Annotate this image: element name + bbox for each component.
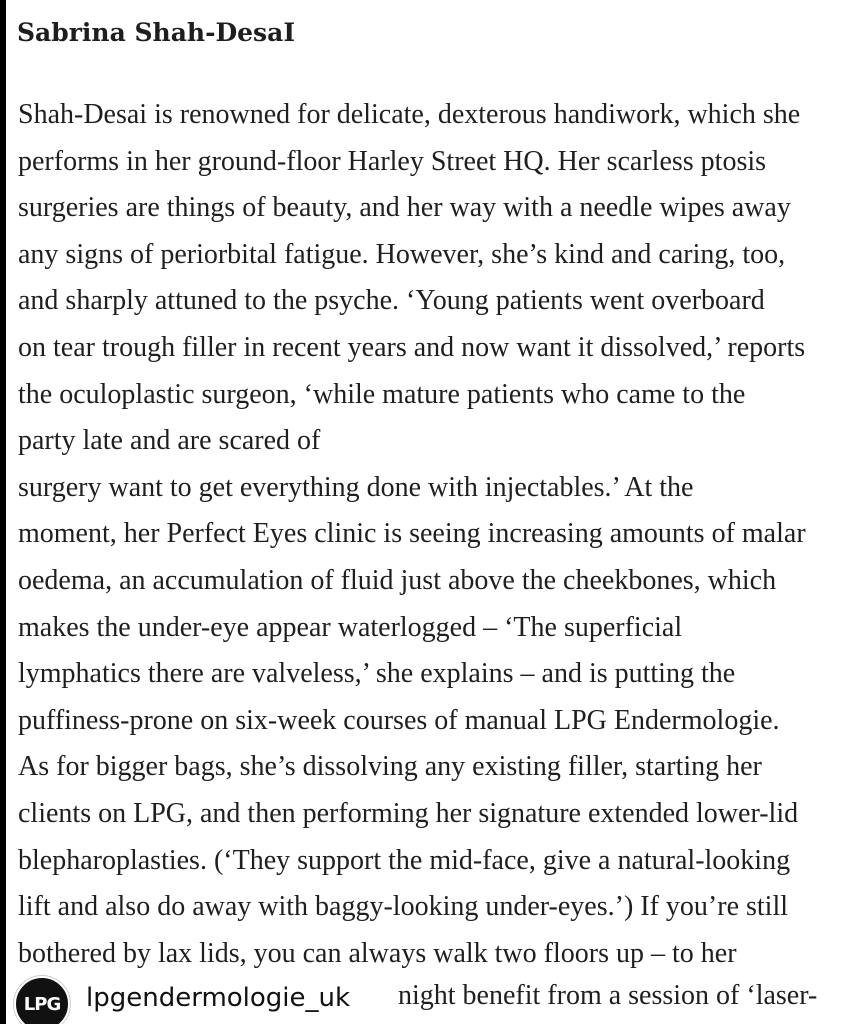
- body-line: oedema, an accumulation of fluid just above the cheekbones, which: [18, 564, 777, 596]
- body-line: blepharoplasties. (‘They support the mid-face, give a natural-looking: [18, 844, 791, 876]
- body-line: and sharply attuned to the psyche. ‘Young patients went overboard: [18, 285, 765, 317]
- body-line: performs in her ground-floor Harley Street HQ. Her scarless ptosis: [18, 145, 767, 177]
- body-line-partial: night benefit from a session of ‘laser-: [398, 980, 818, 1011]
- body-line: on tear trough filler in recent years and now want it dissolved,’ reports: [18, 331, 806, 363]
- article-body: [18, 92, 840, 977]
- body-line: lymphatics there are valveless,’ she explains – and is putting the: [18, 658, 736, 690]
- lpg-logo-avatar[interactable]: LPG: [14, 976, 70, 1024]
- body-line: party late and are scared of: [18, 425, 321, 457]
- document-page: [6, 0, 842, 1024]
- body-line: clients on LPG, and then performing her signature extended lower-lid: [18, 797, 799, 829]
- body-line: puffiness-prone on six-week courses of manual LPG Endermologie.: [18, 704, 780, 736]
- body-line: surgery want to get everything done with injectables.’ At the: [18, 471, 694, 503]
- body-line: bothered by lax lids, you can always walk two floors up – to her: [18, 937, 737, 969]
- body-line: Shah-Desai is renowned for delicate, dexterous handiwork, which she: [18, 99, 801, 130]
- body-line: any signs of periorbital fatigue. However, she’s kind and caring, too,: [18, 238, 786, 270]
- body-line: makes the under-eye appear waterlogged – ‘The superficial: [18, 611, 683, 643]
- body-line: the oculoplastic surgeon, ‘while mature patients who came to the: [18, 378, 746, 410]
- body-line: As for bigger bags, she’s dissolving any existing filler, starting her: [18, 751, 762, 783]
- account-username[interactable]: lpgendermologie_uk: [86, 983, 351, 1013]
- body-line: lift and also do away with baggy-looking under-eyes.’) If you’re still: [18, 891, 789, 923]
- body-line: surgeries are things of beauty, and her way with a needle wipes away: [18, 192, 791, 224]
- article-heading: Sabrina Shah-DesaI: [17, 18, 296, 47]
- body-line: moment, her Perfect Eyes clinic is seeing increasing amounts of malar: [18, 518, 806, 550]
- attribution-bar: [6, 960, 842, 1024]
